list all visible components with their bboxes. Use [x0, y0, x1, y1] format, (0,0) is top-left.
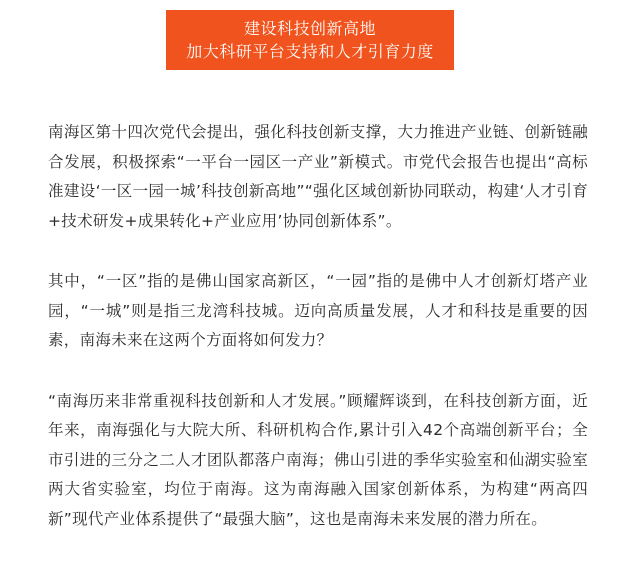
- article-paragraph-3: “南海历来非常重视科技创新和人才发展。”顾耀辉谈到，在科技创新方面，近年来，南海强化与大院大所、科研机构合作,累计引入42个高端创新平台；全市引进的三分之二人才团队都落户南海；佛山引进的季华实验室和仙湖实验室两大省实验室，均位于南海。这为南海融入国家创新体系，为构建“两高四新”现代产业体系提供了“最强大脑”，这也是南海未来发展的潜力所在。: [48, 391, 588, 528]
- section-title-line-2: 加大科研平台支持和人才引育力度: [186, 42, 434, 61]
- article-paragraph-2: 其中，“一区”指的是佛山国家高新区，“一园”指的是佛中人才创新灯塔产业园，“一城”则是指三龙湾科技城。迈向高质量发展，人才和科技是重要的因素，南海未来在这两个方面将如何发力？: [48, 272, 588, 349]
- section-title-line-1: 建设科技创新高地: [243, 19, 376, 38]
- section-title-banner: [166, 10, 454, 70]
- article-paragraph-1: 南海区第十四次党代会提出，强化科技创新支撑，大力推进产业链、创新链融合发展，积极探索“一平台一园区一产业”新模式。市党代会报告也提出“高标准建设‘一区一园一城’科技创新高地”“强化区域创新协同联动，构建‘人才引育+技术研发+成果转化+产业应用’协同创新体系”。: [48, 123, 588, 230]
- article-body: [48, 118, 588, 534]
